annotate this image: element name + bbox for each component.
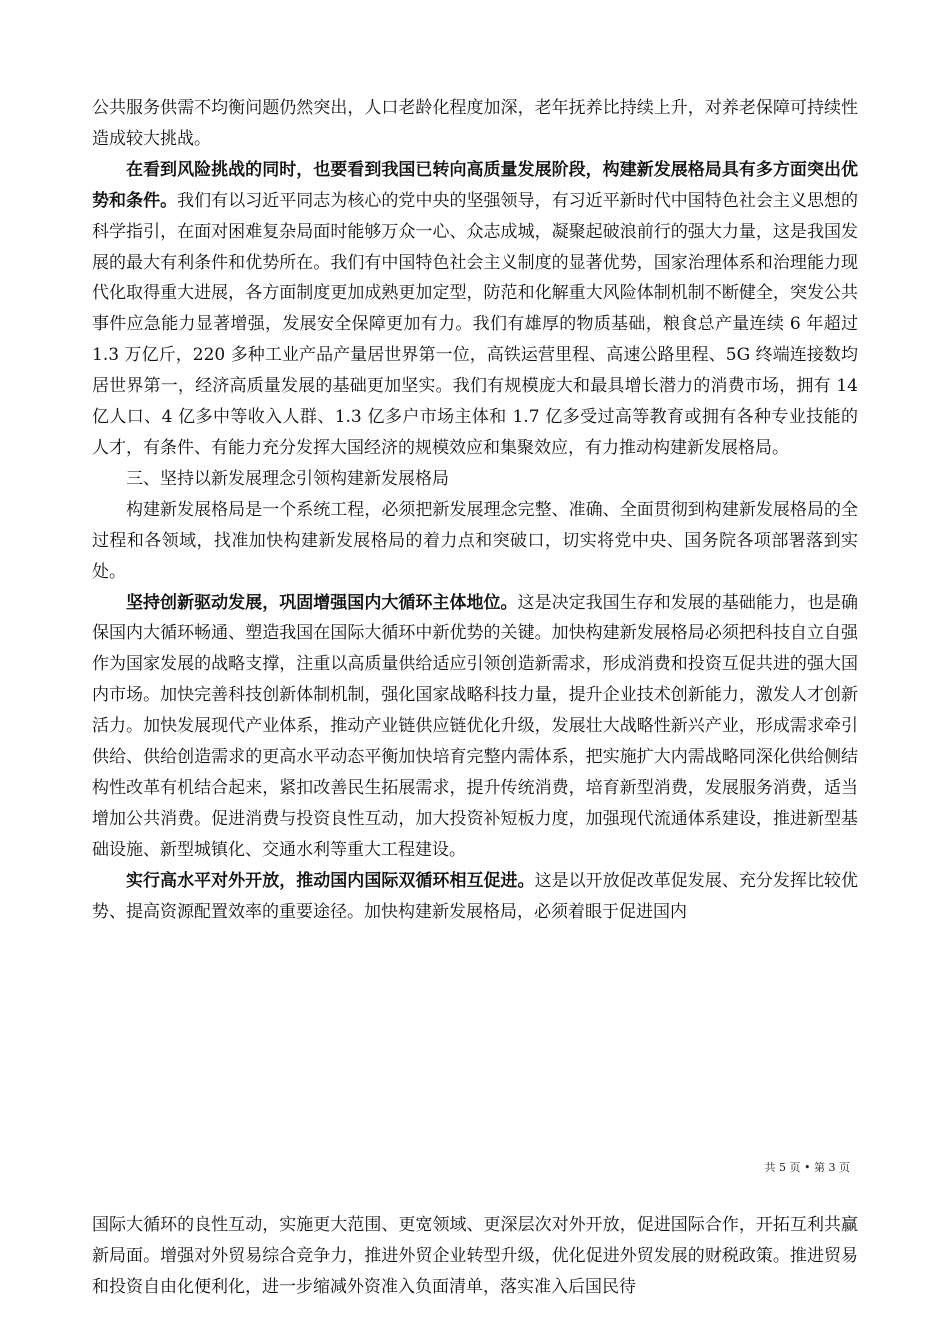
- paragraph-continuation: 国际大循环的良性互动，实施更大范围、更宽领域、更深层次对外开放，促进国际合作，开拓互利共赢新局面。增强对外贸易综合竞争力，推进外贸企业转型升级，优化促进外贸发展的财税政策。推进贸易和投资自由化便利化，进一步缩减外资准入负面清单，落实准入后国民待: [92, 1215, 858, 1297]
- paragraph-text: 这是决定我国生存和发展的基础能力，也是确保国内大循环畅通、塑造我国在国际大循环中新优势的关键。加快构建新发展格局必须把科技自立自强作为国家发展的战略支撑，注重以高质量供给适应引领创造新需求，形成消费和投资互促共进的强大国内市场。加快完善科技创新体制机制，强化国家战略科技力量，提升企业技术创新能力，激发人才创新活力。加快发展现代产业体系，推动产业链供应链优化升级，发展壮大战略性新兴产业，形成需求牵引供给、供给创造需求的更高水平动态平衡加快培育完整内需体系，把实施扩大内需战略同深化供给侧结构性改革有机结合起来，紧扣改善民生拓展需求，提升传统消费，培育新型消费，发展服务消费，适当增加公共消费。促进消费与投资良性互动，加大投资补短板力度，加强现代流通体系建设，推进新型基础设施、新型城镇化、交通水利等重大工程建设。: [92, 592, 858, 860]
- paragraph-lead-bold: 坚持创新驱动发展，巩固增强国内大循环主体地位。: [126, 592, 518, 613]
- paragraph-lead-bold: 在看到风险挑战的同时，也要看到我国已转向高质量发展阶段，构建新发展格局具有多方面突出优势和条件。: [92, 159, 858, 211]
- page-number-footer: 共 5 页 • 第 3 页: [764, 1161, 850, 1174]
- paragraph-innovation: [92, 588, 858, 866]
- paragraph-text: 我们有以习近平同志为核心的党中央的坚强领导，有习近平新时代中国特色社会主义思想的科学指引，在面对困难复杂局面时能够万众一心、众志成城，凝聚起破浪前行的强大力量，这是我国发展的最大有利条件和优势所在。我们有中国特色社会主义制度的显著优势，国家治理体系和治理能力现代化取得重大进展，各方面制度更加成熟更加定型，防范和化解重大风险体制机制不断健全，突发公共事件应急能力显著增强，发展安全保障更加有力。我们有雄厚的物质基础，粮食总产量连续 6 年超过 1.3 万亿斤，220 多种工业产品产量居世界第一位，高铁运营里程、高速公路里程、5G 终端连接数均居世界第一，经济高质量发展的基础更加坚实。我们有规模庞大和最具增长潜力的消费市场，拥有 14 亿人口、4 亿多中等收入人群、1.3 亿多户市场主体和 1.7 亿多受过高等教育或拥有各种专业技能的人才，有条件、有能力充分发挥大国经济的规模效应和集聚效应，有力推动构建新发展格局。: [92, 190, 859, 458]
- paragraph-advantages: [92, 155, 858, 464]
- paragraph-text: 这是以开放促改革促发展、充分发挥比较优势、提高资源配置效率的重要途径。加快构建新发展格局，必须着眼于促进国内: [92, 870, 859, 922]
- page-3-body: [92, 93, 858, 927]
- paragraph-continuation: 公共服务供需不均衡问题仍然突出，人口老龄化程度加深，老年抚养比持续上升，对养老保障可持续性造成较大挑战。: [92, 98, 858, 149]
- paragraph-lead-bold: 实行高水平对外开放，推动国内国际双循环相互促进。: [126, 870, 535, 891]
- paragraph-system-project: 构建新发展格局是一个系统工程，必须把新发展理念完整、准确、全面贯彻到构建新发展格局的全过程和各领域，找准加快构建新发展格局的着力点和突破口，切实将党中央、国务院各项部署落到实处。: [92, 499, 858, 582]
- page-4-body: [92, 1210, 858, 1303]
- paragraph-opening-up: [92, 866, 858, 928]
- section-heading-3: 三、坚持以新发展理念引领构建新发展格局: [126, 468, 449, 489]
